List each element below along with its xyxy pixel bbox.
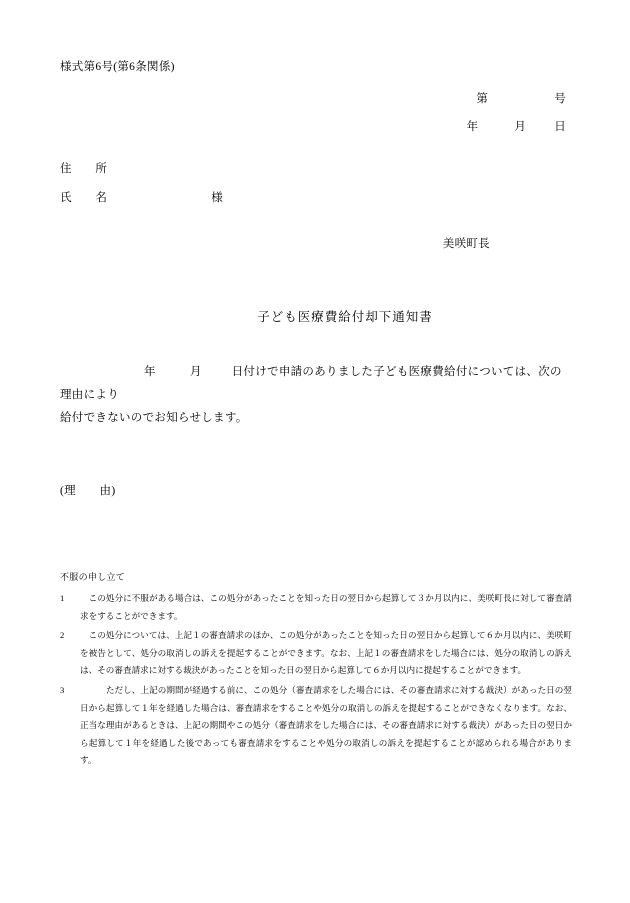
number-blank bbox=[488, 90, 554, 106]
appeal-item-text: この処分については、上記１の審査請求のほか、この処分があったことを知った日の翌日から起算して６か月以内に、美咲町を被告として、処分の取消しの訴えを提起することができます。なお、上記１の審査請求をした場合には、処分の取消しの訴えは、その審査請求に対する裁決があったことを知った日の翌日から起算して６か月以内に提起することができます。 bbox=[80, 630, 572, 676]
appeal-item-number: 1 bbox=[60, 593, 65, 603]
date-month-blank bbox=[526, 118, 554, 134]
date-year-label: 年 bbox=[466, 121, 479, 133]
document-content bbox=[60, 58, 572, 498]
body-line1-rest: 日付けで申請のありました子ども医療費給付については、次の理由により bbox=[60, 366, 562, 401]
appeal-item-text: ただし、上記の期間が経過する前に、この処分（審査請求をした場合には、その審査請求に対する裁決）があった日の翌日から起算して１年を経過した場合は、審査請求をすることや処分の取消しの訴えを提起することができなくなります。なお、正当な理由があるときは、上記の期間やこの処分（審査請求をした場合には、その審査請求に対する裁決）があった日の翌日から起算して１年を経過した後であっても審査請求をすることや処分の取消しの訴えを提起することが認められる場合があります。 bbox=[80, 685, 572, 766]
number-prefix-label: 第 bbox=[476, 93, 489, 105]
date-day-label: 日 bbox=[554, 121, 566, 133]
appeal-section-title: 不服の申し立て bbox=[60, 572, 126, 582]
number-date-block bbox=[60, 90, 572, 134]
appeal-item bbox=[60, 627, 572, 680]
document-title: 子ども医療費給付却下通知書 bbox=[257, 310, 433, 324]
body-line2: 給付できないのでお知らせします。 bbox=[60, 412, 248, 424]
appeal-section bbox=[60, 570, 572, 772]
appeal-item bbox=[60, 590, 572, 625]
address-label: 住 所 bbox=[60, 163, 108, 175]
body-month-label: 月 bbox=[189, 366, 202, 378]
appeal-item bbox=[60, 682, 572, 770]
body-year-label: 年 bbox=[144, 366, 156, 378]
appeal-item-number: 3 bbox=[60, 685, 65, 696]
issuer-name: 美咲町長 bbox=[442, 238, 490, 250]
document-date-line bbox=[60, 118, 566, 134]
form-number: 様式第6号(第6条関係) bbox=[60, 61, 175, 73]
date-year-blank bbox=[478, 118, 514, 134]
name-row bbox=[60, 189, 572, 205]
name-label: 氏 名 bbox=[60, 192, 108, 204]
date-month-label: 月 bbox=[514, 121, 527, 133]
appeal-item-text: この処分に不服がある場合は、この処分があったことを知った日の翌日から起算して３か月以内に、美咲町長に対して審査請求をすることができます。 bbox=[80, 593, 572, 621]
name-honorific: 様 bbox=[211, 192, 224, 204]
appeal-item-number: 2 bbox=[60, 630, 65, 641]
body-paragraph bbox=[60, 361, 572, 430]
recipient-block bbox=[60, 160, 572, 205]
document-number-line bbox=[60, 90, 566, 106]
number-suffix-label: 号 bbox=[554, 93, 566, 105]
reason-label: (理 由) bbox=[60, 485, 116, 497]
